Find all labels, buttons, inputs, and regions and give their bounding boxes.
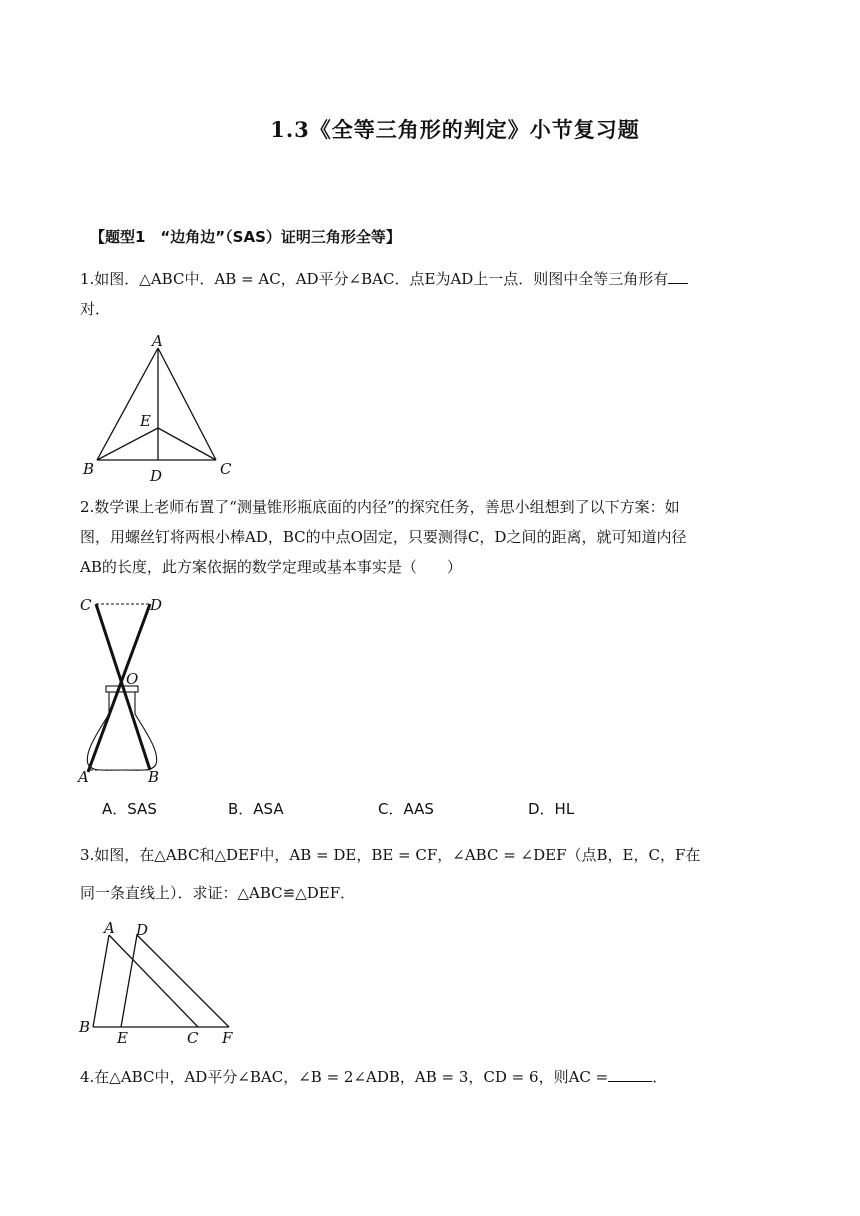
label-a: A bbox=[104, 920, 115, 937]
label-b: B bbox=[148, 768, 160, 786]
question-4-end: ． bbox=[652, 1068, 668, 1086]
answer-blank[interactable] bbox=[608, 1067, 652, 1082]
label-f: F bbox=[222, 1029, 233, 1047]
label-d: D bbox=[150, 596, 163, 614]
page-title: 1.3《全等三角形的判定》小节复习题 bbox=[270, 117, 640, 142]
question-2 bbox=[80, 492, 780, 582]
question-4-text: 4.在△ABC中，AD平分∠BAC，∠B = 2∠ADB，AB = 3，CD = 6，则AC = bbox=[80, 1068, 609, 1086]
question-2-line3: AB的长度，此方案依据的数学定理或基本事实是（ ） bbox=[80, 558, 462, 576]
option-b[interactable]: B．ASA bbox=[228, 800, 284, 818]
question-3 bbox=[80, 836, 780, 912]
answer-blank[interactable] bbox=[668, 269, 688, 284]
question-1 bbox=[80, 264, 780, 324]
label-d: D bbox=[150, 467, 163, 485]
option-a[interactable]: A．SAS bbox=[102, 800, 157, 818]
option-c[interactable]: C．AAS bbox=[378, 800, 434, 818]
question-1-line1: 1.如图．△ABC中．AB = AC，AD平分∠BAC．点E为AD上一点．则图中全等三角形有 bbox=[80, 270, 669, 288]
figure-flask bbox=[76, 592, 186, 792]
label-e: E bbox=[140, 412, 151, 430]
label-d: D bbox=[136, 921, 149, 939]
question-2-line2: 图，用螺丝钉将两根小棒AD，BC的中点O固定，只要测得C，D之间的距离，就可知道内径 bbox=[80, 528, 687, 546]
label-b: B bbox=[79, 1018, 91, 1036]
figure-two-triangles bbox=[76, 920, 246, 1050]
label-c: C bbox=[220, 460, 232, 478]
option-d[interactable]: D．HL bbox=[528, 800, 575, 818]
question-3-line1: 3.如图，在△ABC和△DEF中，AB = DE，BE = CF，∠ABC = ∠DEF（点B，E，C，F在 bbox=[80, 846, 701, 864]
label-c: C bbox=[80, 596, 92, 614]
question-4 bbox=[80, 1062, 780, 1092]
label-c: C bbox=[187, 1029, 199, 1047]
section-heading: 【题型1 “边角边”（SAS）证明三角形全等】 bbox=[90, 228, 401, 246]
label-a: A bbox=[152, 332, 163, 350]
label-o: O bbox=[126, 670, 139, 688]
label-a: A bbox=[78, 768, 89, 786]
question-2-line1: 2.数学课上老师布置了“测量锥形瓶底面的内径”的探究任务，善思小组想到了以下方案：如 bbox=[80, 498, 680, 516]
question-3-line2: 同一条直线上）．求证：△ABC≌△DEF． bbox=[80, 884, 356, 902]
figure-triangle-abc bbox=[78, 330, 238, 485]
question-1-line2: 对． bbox=[80, 300, 111, 318]
label-b: B bbox=[83, 460, 95, 478]
label-e: E bbox=[117, 1029, 128, 1047]
